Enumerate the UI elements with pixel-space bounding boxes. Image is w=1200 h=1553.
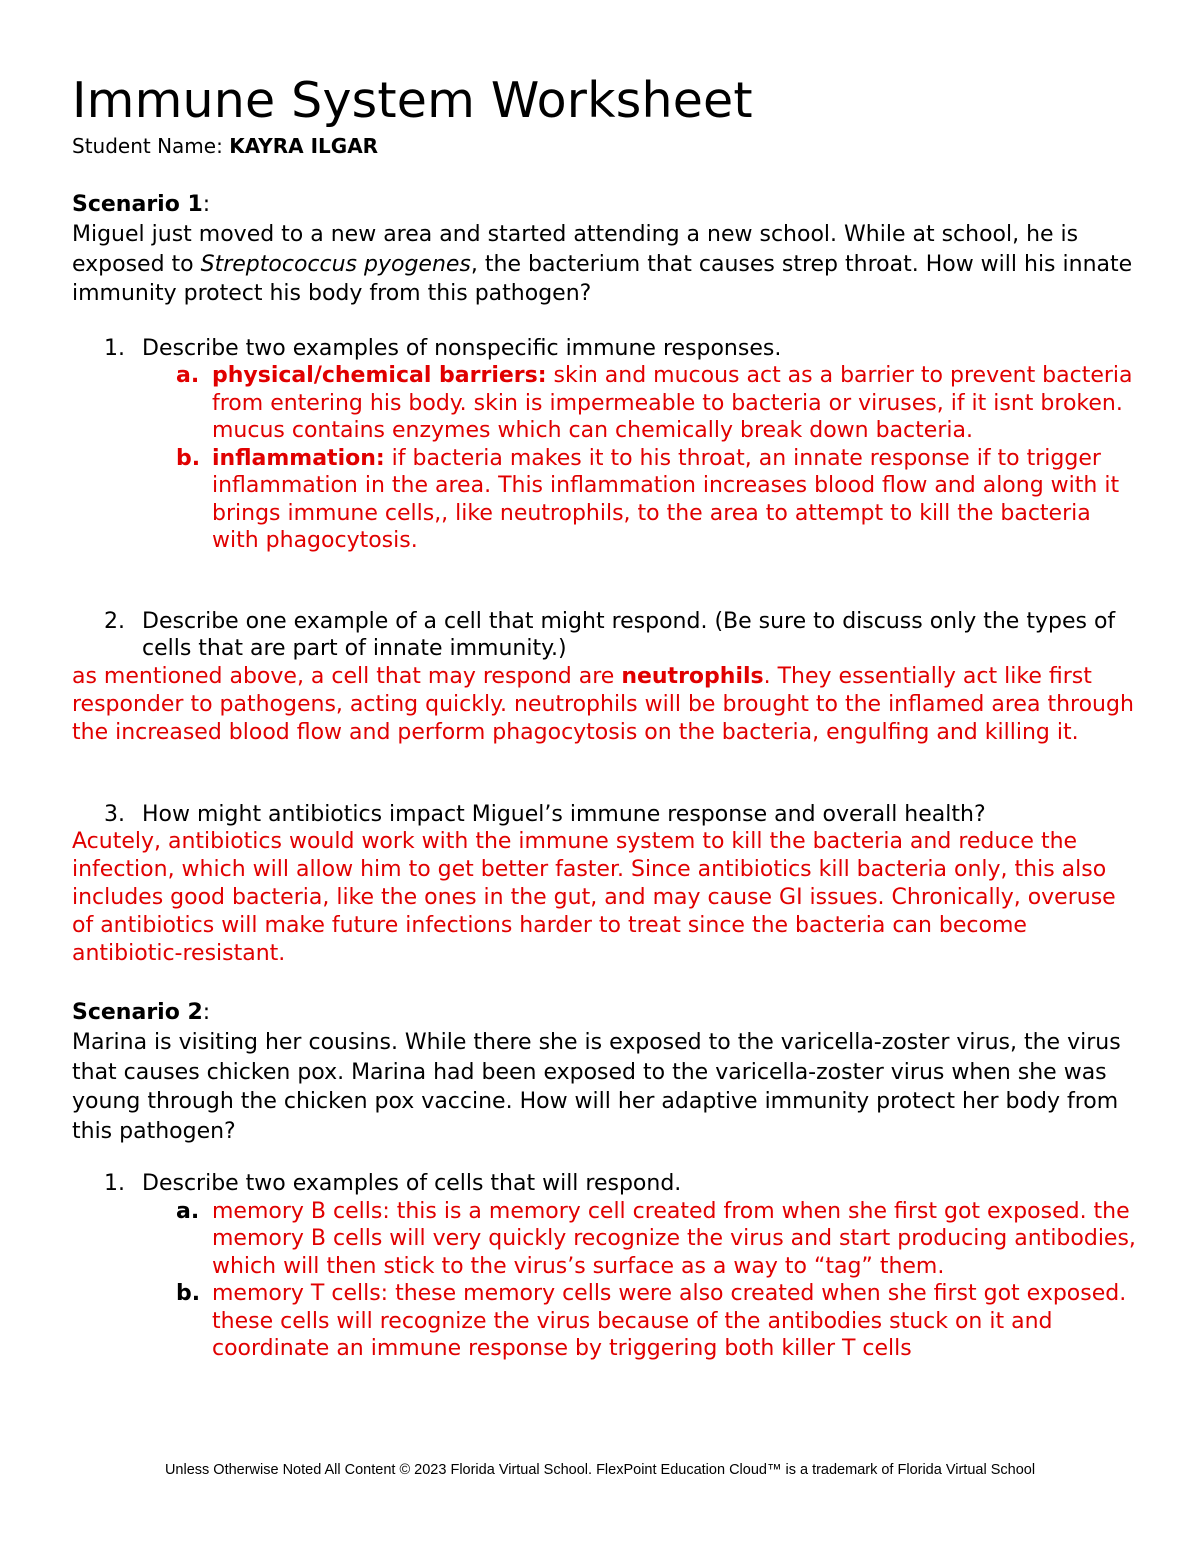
s1-q1-answer-a [72,362,1142,445]
scenario-2-intro: Marina is visiting her cousins. While there she is exposed to the varicella-zoster virus, the virus that causes chicken pox. Marina had been exposed to the varicella-zoster virus when she was young through the chicken pox vaccine. How will her adaptive immunity protect her body from this pathogen? [72,1030,1121,1144]
s1-q1-answer-b [72,445,1142,555]
s1-question-3 [72,801,1142,829]
s1-q1-b-letter: b. [176,445,201,471]
s1-q2-answer-part2: . They essentially act like first responder to pathogens, acting quickly. neutrophils will be brought to the inflamed area through the increased blood flow and perform phagocytosis on the bacteria, engulfing and killing it. [72,663,1134,745]
s2-q1-a-letter: a. [176,1198,200,1224]
s1-q2-answer [72,663,1142,747]
s1-q3-answer: Acutely, antibiotics would work with the immune system to kill the bacteria and reduce the infection, which will allow him to get better faster. Since antibiotics kill bacteria only, this also includes good bacteria, like the ones in the gut, and may cause GI issues. Chronically, overuse of antibiotics will make future infections harder to treat since the bacteria can become antibiotic-resistant. [72,829,1116,966]
s1-q2-text: Describe one example of a cell that might respond. (Be sure to discuss only the types of cells that are part of innate immunity.) [142,608,1116,661]
student-name-label: Student Name: [72,134,223,158]
scenario-1-intro-italic: Streptococcus pyogenes [200,251,471,277]
scenario-2-title: Scenario 2 [72,1000,203,1025]
s1-q1-number: 1. [104,335,125,361]
s1-q1-a-letter: a. [176,363,200,388]
s1-q2-answer-part1: as mentioned above, a cell that may respond are [72,663,622,689]
s2-q1-b-letter: b. [176,1281,201,1306]
scenario-1-intro-part1: Miguel just moved to a new area and started attending a new school. While at school, he is exposed to [72,222,1079,277]
scenario-2-colon: : [202,1000,211,1025]
scenario-2-heading [72,998,1142,1028]
s2-q1-b-text: memory T cells: these memory cells were also created when she first got exposed. these cells will recognize the virus because of the antibodies stuck on it and coordinate an immune response by triggering both killer T cells [212,1281,1127,1361]
scenario-1-title: Scenario 1 [72,192,203,217]
s1-q1-text: Describe two examples of nonspecific immune responses. [142,335,782,361]
s2-q1-number: 1. [104,1171,125,1196]
s1-q1-a-text: skin and mucous act as a barrier to prevent bacteria from entering his body. skin is impermeable to bacteria or viruses, if it isnt broken. mucus contains enzymes which can chemically break down bacteria. [212,363,1133,443]
s2-q1-answer-b [72,1280,1142,1363]
s1-q2-number: 2. [104,608,125,634]
student-name-line [72,132,1142,160]
student-name-value: KAYRA ILGAR [229,134,379,158]
page-title: Immune System Worksheet [72,72,753,129]
s2-q1-a-text: memory B cells: this is a memory cell created from when she first got exposed. the memory B cells will very quickly recognize the virus and start producing antibodies, which will then stick to the virus’s surface as a way to “tag” them. [212,1198,1136,1279]
s1-question-1 [72,335,1142,363]
s1-q2-answer-bold: neutrophils [621,663,764,689]
s1-q3-text: How might antibiotics impact Miguel’s immune response and overall health? [142,801,986,827]
s2-q1-text: Describe two examples of cells that will respond. [142,1171,682,1196]
s1-question-2 [72,608,1142,663]
scenario-1-intro [72,220,1142,309]
worksheet-page [72,70,1142,1363]
s1-q1-b-text: if bacteria makes it to his throat, an innate response if to trigger inflammation in the area. This inflammation increases blood flow and along with it brings immune cells,, like neutrophils, to the area to attempt to kill the bacteria with phagocytosis. [212,445,1120,553]
s1-q1-b-bold: inflammation: [212,445,385,471]
s1-q1-a-bold: physical/chemical barriers: [212,363,547,388]
scenario-1-intro-part2: , the bacterium that causes strep throat. How will his innate immunity protect his body from this pathogen? [72,251,1133,306]
copyright-footer: Unless Otherwise Noted All Content © 2023 Florida Virtual School. FlexPoint Education Cloud™ is a trademark of Florida Virtual School [164,1462,1036,1478]
s2-question-1 [72,1170,1142,1198]
scenario-1-colon: : [202,192,211,217]
s2-q1-answer-a [72,1198,1142,1281]
s1-q3-number: 3. [104,801,125,827]
scenario-1-heading [72,190,1142,220]
